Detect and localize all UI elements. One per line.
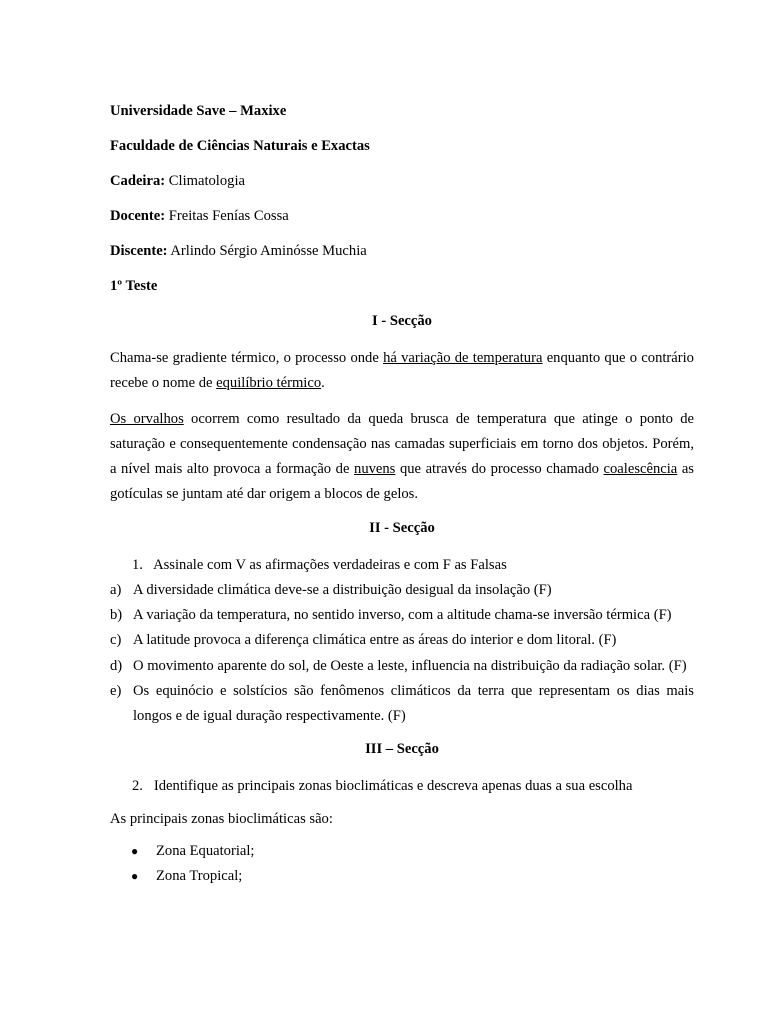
item-label: b)	[110, 607, 123, 624]
item-label: c)	[110, 632, 122, 649]
list-item	[110, 839, 694, 864]
question-2: 2. Identifique as principais zonas bioclimáticas e descreva apenas duas a sua escolha	[132, 777, 633, 794]
university-name: Universidade Save – Maxixe	[110, 103, 287, 119]
student-line	[110, 241, 694, 261]
list-item	[110, 603, 694, 628]
test-title: 1º Teste	[110, 278, 158, 294]
true-false-list	[110, 578, 694, 730]
item-label: d)	[110, 657, 123, 674]
teacher-label: Docente:	[110, 208, 166, 224]
zone-name: Zona Tropical;	[156, 867, 243, 884]
student-label: Discente:	[110, 243, 168, 259]
bullet-icon: ●	[131, 868, 139, 883]
document-body	[110, 101, 694, 889]
underlined-term: há variação de temperatura	[383, 350, 543, 366]
section-3-title: III – Secção	[365, 740, 439, 757]
list-item	[110, 679, 694, 730]
item-label: a)	[110, 581, 122, 598]
bullet-icon: ●	[131, 843, 139, 858]
underlined-term: equilíbrio térmico	[216, 375, 322, 392]
teacher-line	[110, 206, 694, 226]
item-text: A variação da temperatura, no sentido inverso, com a altitude chama-se inversão térmica (F)	[133, 607, 672, 624]
underlined-term: coalescência	[603, 461, 678, 478]
item-text: Os equinócio e solstícios são fenômenos climáticos da terra que representam os dias mais longos e de igual duração respectivamente. (F)	[133, 682, 694, 725]
paragraph-dew: Os orvalhos ocorrem como resultado da queda brusca de temperatura que atinge o ponto de saturação e consequentemente condensação nas camadas superficiais em torno dos objetos. Porém, a nível mais alto provoca a formação de nuvens que através do processo chamado coalescência as gotículas se juntam até dar origem a blocos de gelos.	[110, 410, 694, 503]
teacher-value: Freitas Fenías Cossa	[168, 208, 289, 224]
section-1-title: I - Secção	[372, 313, 432, 329]
subject-line	[110, 171, 694, 191]
subject-label: Cadeira:	[110, 173, 166, 189]
underlined-term: Os orvalhos	[110, 410, 184, 427]
list-item	[110, 628, 694, 653]
paragraph-gradient: Chama-se gradiente térmico, o processo onde há variação de temperatura enquanto que o contrário recebe o nome de equilíbrio térmico.	[110, 350, 694, 392]
list-item	[110, 864, 694, 889]
item-text: A latitude provoca a diferença climática entre as áreas do interior e dom litoral. (F)	[133, 632, 617, 649]
list-item	[110, 578, 694, 603]
item-label: e)	[110, 682, 122, 699]
subject-value: Climatologia	[168, 173, 245, 189]
zones-list	[110, 839, 694, 889]
underlined-term: nuvens	[354, 461, 396, 478]
faculty-name: Faculdade de Ciências Naturais e Exactas	[110, 138, 370, 154]
section-2-title: II - Secção	[369, 519, 435, 536]
item-text: A diversidade climática deve-se a distribuição desigual da insolação (F)	[133, 581, 552, 598]
question-1: 1. Assinale com V as afirmações verdadeiras e com F as Falsas	[132, 556, 507, 573]
student-value: Arlindo Sérgio Aminósse Muchia	[170, 243, 367, 259]
item-text: O movimento aparente do sol, de Oeste a leste, influencia na distribuição da radiação solar. (F)	[133, 657, 687, 674]
zones-intro: As principais zonas bioclimáticas são:	[110, 810, 333, 827]
list-item	[110, 654, 694, 679]
zone-name: Zona Equatorial;	[156, 842, 255, 859]
